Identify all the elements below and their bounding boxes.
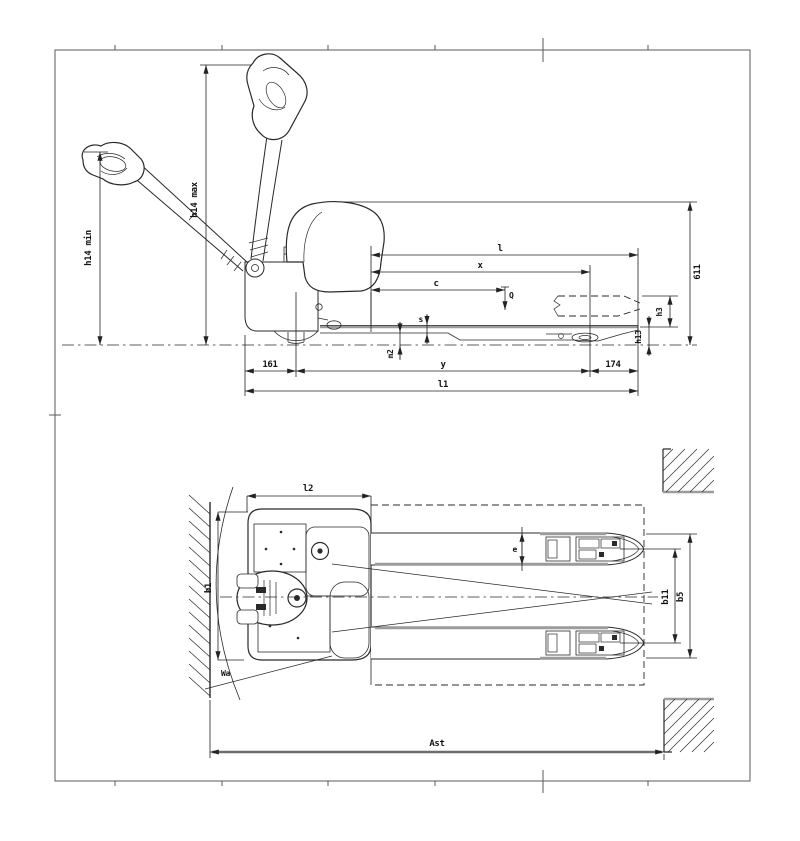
- dim-label-s: s: [418, 315, 423, 324]
- dim-label-l2: l2: [302, 484, 314, 494]
- fork-top-lower: [371, 627, 644, 659]
- tiller-handle-lowered: [82, 142, 144, 184]
- dim-label-b11: b11: [661, 589, 671, 605]
- dim-label-ast: Ast: [429, 739, 445, 749]
- dim-label-h3: h3: [655, 307, 664, 317]
- tiller-head-top: [237, 571, 307, 625]
- side-view: [62, 54, 703, 496]
- dim-label-611: 611: [693, 264, 703, 280]
- left-wall: [189, 495, 210, 698]
- dim-label-h13: h13: [634, 330, 643, 344]
- dim-label-b1: b1: [204, 582, 214, 594]
- dim-label-wa: Wa: [221, 669, 231, 678]
- dim-label-l: l: [497, 244, 503, 254]
- aisle-corner-top-right: [663, 449, 714, 492]
- corner-hatching: [663, 449, 714, 492]
- dim-label-y: y: [440, 360, 446, 370]
- wall-hatching: [189, 495, 210, 696]
- diagonal-lines: [332, 564, 652, 632]
- aisle-corner-bottom-right: [664, 699, 714, 752]
- side-dimensions: [83, 65, 703, 496]
- dim-label-161: 161: [262, 360, 278, 370]
- tiller-handle-raised: [247, 54, 307, 140]
- dim-label-h14-max: h14 max: [190, 182, 200, 218]
- dim-label-x: x: [477, 261, 483, 271]
- dim-label-b5: b5: [676, 591, 686, 603]
- dim-label-e: e: [512, 545, 517, 554]
- dim-label-174: 174: [605, 360, 621, 370]
- tiller-arm-lowered: [82, 142, 248, 271]
- dim-label-h14-min: h14 min: [84, 230, 94, 266]
- frame-tick-marks: [49, 38, 648, 793]
- fork-raised-dashed: [554, 296, 640, 316]
- dim-label-m2: m2: [386, 349, 395, 359]
- pallet-truck-side: [82, 54, 640, 344]
- dim-label-c: c: [433, 279, 439, 289]
- dim-label-q: Q: [509, 291, 514, 300]
- dim-label-l1: l1: [437, 380, 449, 390]
- tiller-grip: [237, 574, 258, 588]
- top-view: [189, 449, 714, 760]
- fork-top-upper: [371, 533, 644, 565]
- pallet-truck-top: [205, 487, 658, 700]
- corner-hatching: [664, 699, 714, 752]
- tiller-pivot: [246, 259, 264, 277]
- tiller-grip: [237, 610, 258, 624]
- drawing-frame: [49, 38, 750, 793]
